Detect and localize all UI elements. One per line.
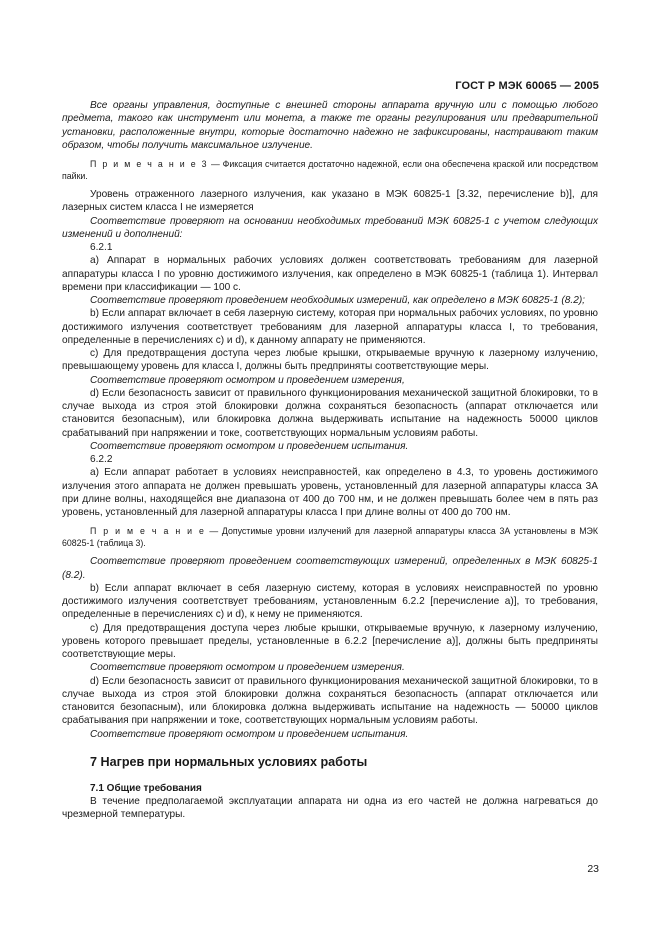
- document-body: [62, 99, 598, 821]
- section-heading: 7 Нагрев при нормальных условиях работы: [90, 754, 368, 769]
- paragraph: a) Если аппарат работает в условиях неисправностей, как определено в 4.3, то уровень достижимого излучения этого аппарата не должен превышать уровень, установленный для лазерной аппаратуры класса 3А при длине волны, находящейся вне диапазона от 400 до 700 нм, и не должен превышать более чем в пять раз уровень, установленный для лазерной аппаратуры класса I при длине волны от 400 до 700 нм.: [62, 467, 598, 518]
- section-number: 6.2.2: [90, 454, 113, 465]
- paragraph: d) Если безопасность зависит от правильного функционирования механической защитной блокировки, то в случае выхода из строя этой блокировки должна сохраняться безопасность (аппарат отключается или становится безопасным), или блокировка должна выдерживать испытание на надежность — 50000 циклов срабатывания при напряжении и токе, соответствующих нормальным условиям работы.: [62, 675, 598, 727]
- standard-header: ГОСТ Р МЭК 60065 — 2005: [455, 80, 599, 92]
- subsection-heading: 7.1 Общие требования: [90, 782, 202, 794]
- paragraph: Соответствие проверяют осмотром и проведением испытания.: [90, 440, 409, 452]
- note: [62, 158, 598, 182]
- paragraph: Соответствие проверяют осмотром и проведением измерения,: [90, 374, 405, 386]
- paragraph: c) Для предотвращения доступа через любые крышки, открываемые вручную, к лазерному излучению, уровень которого превышает пределы, установленные в 6.2.2 [перечисление a)], должны быть предприняты соответствующие меры.: [62, 622, 598, 660]
- paragraph: a) Аппарат в нормальных рабочих условиях должен соответствовать требованиям для лазерной аппаратуры класса I по уровню достижимого излучения, как определено в МЭК 60825-1 (таблица 1). Интервал времени при классификации — 100 с.: [62, 255, 598, 293]
- paragraph: c) Для предотвращения доступа через любые крышки, открываемые вручную к лазерному излучению, превышающему уровень для класса I, должны быть предприняты соответствующие меры.: [62, 348, 598, 373]
- paragraph: Уровень отраженного лазерного излучения, как указано в МЭК 60825-1 [3.32, перечисление b)], для лазерных систем класса I не измеряется: [62, 189, 598, 214]
- paragraph: Все органы управления, доступные с внешней стороны аппарата вручную или с помощью любого предмета, такого как инструмент или монета, а также те органы регулирования или предварительной установки, расположенные внутри, которые достаточно надежно не зафиксированы, настраивают таким образом, чтобы получить максимальное излучение.: [62, 100, 598, 151]
- note-text: — Допустимые уровни излучений для лазерной аппаратуры класса 3А установлены в МЭК 60825-1 (таблица 3).: [62, 526, 598, 549]
- paragraph: Соответствие проверяют проведением необходимых измерений, как определено в МЭК 60825-1 (8.2);: [90, 295, 585, 306]
- section-number: 6.2.1: [90, 242, 113, 253]
- paragraph: Соответствие проверяют проведением соответствующих измерений, определенных в МЭК 60825-1 (8.2).: [62, 556, 598, 581]
- note: [62, 525, 598, 549]
- paragraph: b) Если аппарат включает в себя лазерную систему, которая при нормальных рабочих условиях, по уровню достижимого излучения соответствует требованиям для лазерной аппаратуры класса I, то требования, определенные в перечислениях c) и d), к данному аппарату не применяются.: [62, 308, 598, 346]
- paragraph: d) Если безопасность зависит от правильного функционирования механической защитной блокировки, то в случае выхода из строя этой блокировки должна сохраняться безопасность (аппарат отключается или становится безопасным), или блокировка должна выдерживать испытание на надежность 50000 циклов срабатываний при напряжении и токе, соответствующих нормальным условиям работы.: [62, 387, 598, 439]
- paragraph: В течение предполагаемой эксплуатации аппарата ни одна из его частей не должна нагреваться до чрезмерной температуры.: [62, 795, 598, 820]
- paragraph: Соответствие проверяют на основании необходимых требований МЭК 60825-1 с учетом следующих изменений и дополнений:: [62, 215, 598, 240]
- paragraph: Соответствие проверяют осмотром и проведением измерения.: [90, 662, 405, 674]
- note-label: П р и м е ч а н и е 3: [90, 159, 209, 169]
- paragraph: b) Если аппарат включает в себя лазерную систему, которая в условиях неисправностей по уровню достижимого излучения соответствует требованиям, установленным 6.2.2 [перечисление a)], то требования, определенные в перечислениях c) и d), к нему не применяются.: [62, 582, 598, 621]
- note-label: П р и м е ч а н и е: [90, 526, 206, 537]
- page-number: 23: [587, 863, 599, 875]
- paragraph: Соответствие проверяют осмотром и проведением испытания.: [90, 728, 409, 740]
- note-text: — Фиксация считается достаточно надежной, если она обеспечена краской или посредством пайки.: [62, 159, 598, 181]
